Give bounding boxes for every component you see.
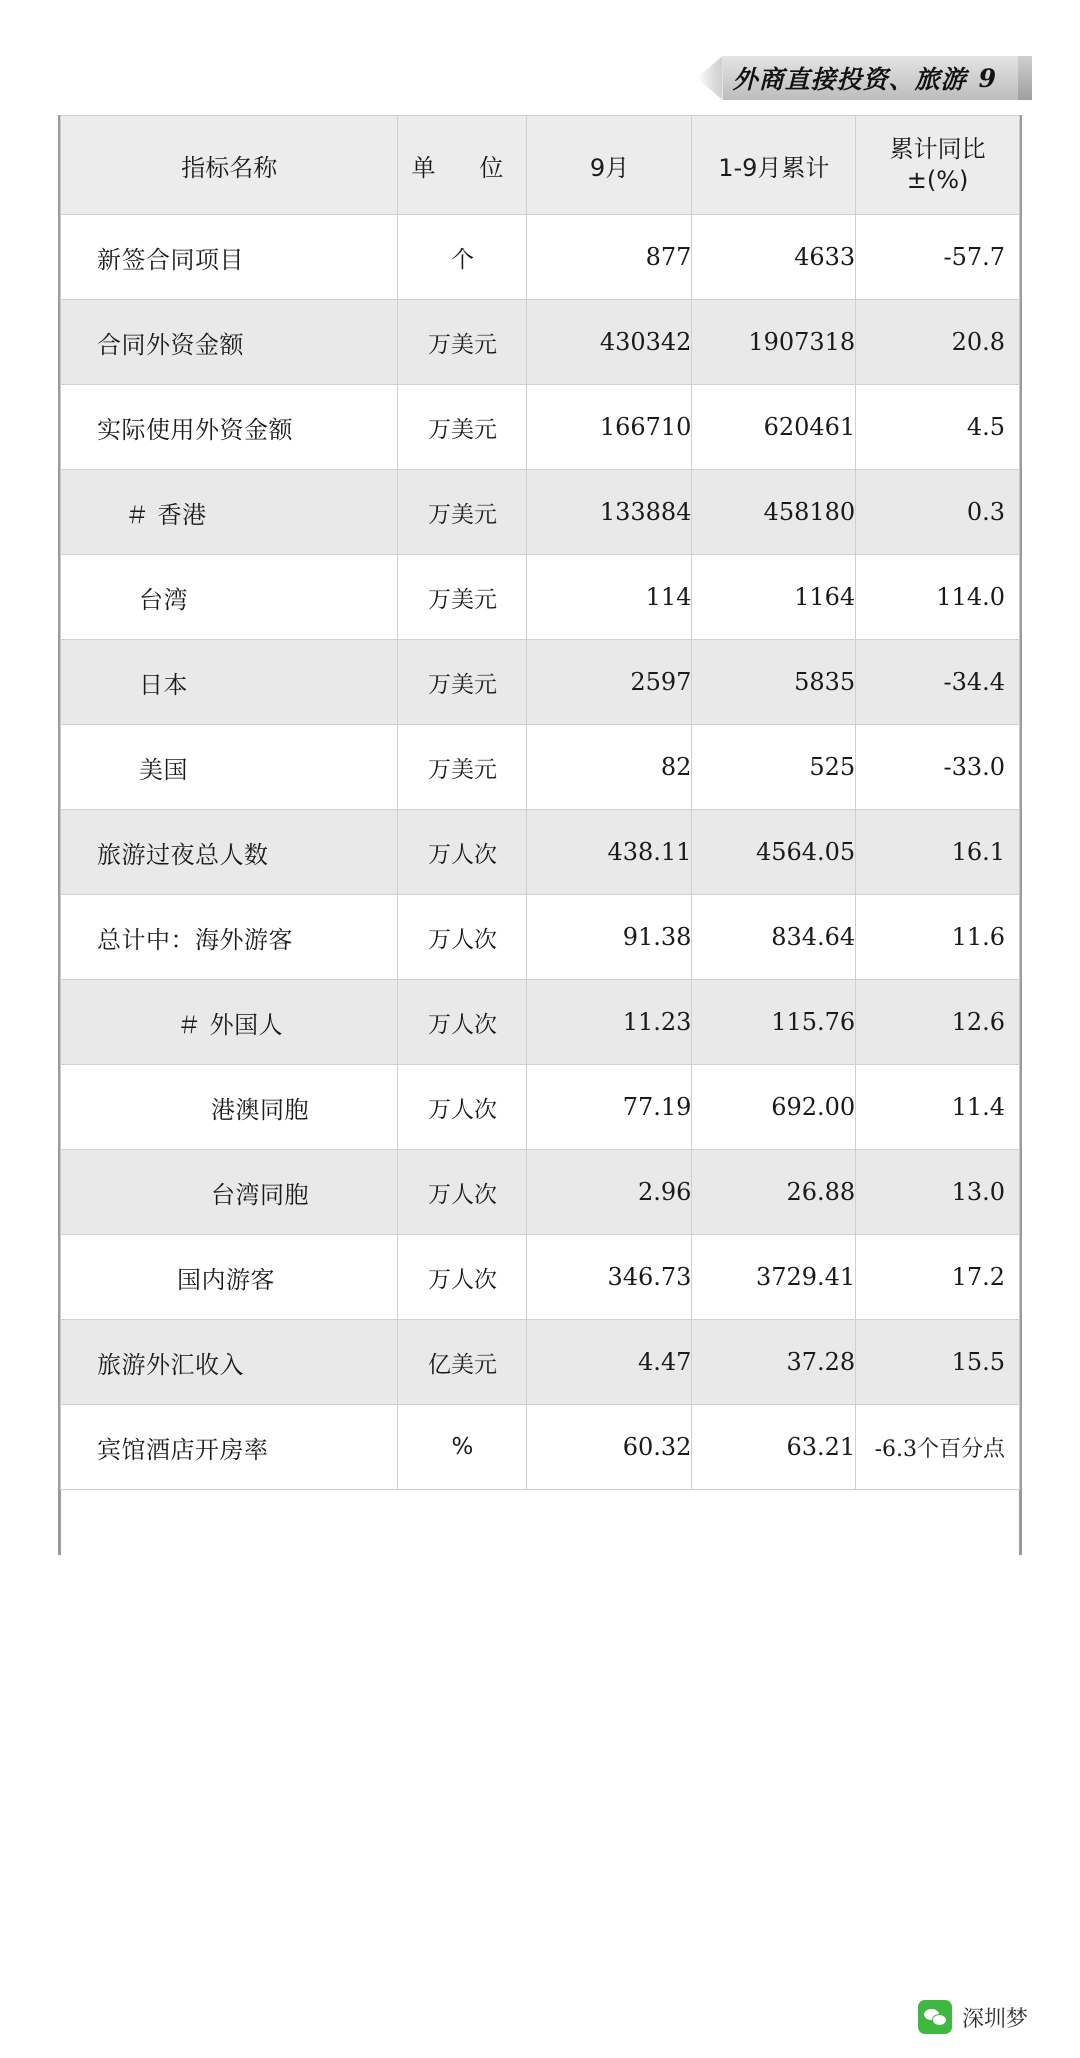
cell-yoy-value: 17.2 bbox=[856, 1235, 1020, 1320]
cell-indicator-name: 台湾同胞 bbox=[61, 1150, 398, 1235]
cell-cumulative-value: 5835 bbox=[692, 640, 856, 725]
cell-september-value: 133884 bbox=[527, 470, 692, 555]
table-row bbox=[61, 1320, 1020, 1405]
cell-unit: 万人次 bbox=[398, 1235, 527, 1320]
cell-indicator-name: 国内游客 bbox=[61, 1235, 398, 1320]
cell-yoy-value: 12.6 bbox=[856, 980, 1020, 1065]
footer-account-name: 深圳梦 bbox=[961, 2006, 1028, 2032]
table-row bbox=[61, 1235, 1020, 1320]
table-row bbox=[61, 1065, 1020, 1150]
cell-indicator-name: 新签合同项目 bbox=[61, 215, 398, 300]
cell-unit: 万人次 bbox=[398, 810, 527, 895]
cell-cumulative-value: 1164 bbox=[692, 555, 856, 640]
cell-indicator-name: 实际使用外资金额 bbox=[61, 385, 398, 470]
cell-yoy-value: -33.0 bbox=[856, 725, 1020, 810]
cell-cumulative-value: 834.64 bbox=[692, 895, 856, 980]
table-header-row bbox=[61, 116, 1020, 215]
banner-title: 外商直接投资、旅游 bbox=[732, 65, 967, 94]
cell-unit: 万美元 bbox=[398, 555, 527, 640]
cell-indicator-name: 合同外资金额 bbox=[61, 300, 398, 385]
cell-unit: 个 bbox=[398, 215, 527, 300]
cell-september-value: 114 bbox=[527, 555, 692, 640]
cell-unit: 万人次 bbox=[398, 895, 527, 980]
cell-indicator-name: ＃ 外国人 bbox=[61, 980, 398, 1065]
cell-cumulative-value: 1907318 bbox=[692, 300, 856, 385]
column-header-yoy-line2: ±(%) bbox=[906, 166, 969, 194]
cell-cumulative-value: 4564.05 bbox=[692, 810, 856, 895]
cell-indicator-name: 旅游过夜总人数 bbox=[61, 810, 398, 895]
table-row bbox=[61, 385, 1020, 470]
table-row bbox=[61, 640, 1020, 725]
cell-indicator-name: 港澳同胞 bbox=[61, 1065, 398, 1150]
cell-september-value: 77.19 bbox=[527, 1065, 692, 1150]
cell-september-value: 91.38 bbox=[527, 895, 692, 980]
column-header-september: 9月 bbox=[527, 116, 692, 215]
table-row bbox=[61, 810, 1020, 895]
cell-indicator-name: 旅游外汇收入 bbox=[61, 1320, 398, 1405]
cell-september-value: 346.73 bbox=[527, 1235, 692, 1320]
cell-september-value: 11.23 bbox=[527, 980, 692, 1065]
column-header-indicator: 指标名称 bbox=[61, 116, 398, 215]
table-row bbox=[61, 725, 1020, 810]
table-header bbox=[61, 116, 1020, 215]
cell-indicator-name: ＃ 香港 bbox=[61, 470, 398, 555]
cell-unit: 万美元 bbox=[398, 725, 527, 810]
cell-yoy-value: -57.7 bbox=[856, 215, 1020, 300]
column-header-unit: 单 位 bbox=[398, 116, 527, 215]
cell-unit: 万美元 bbox=[398, 640, 527, 725]
cell-yoy-value: 11.4 bbox=[856, 1065, 1020, 1150]
cell-cumulative-value: 525 bbox=[692, 725, 856, 810]
table-body bbox=[61, 215, 1020, 1490]
cell-indicator-name: 日本 bbox=[61, 640, 398, 725]
table-row bbox=[61, 300, 1020, 385]
cell-cumulative-value: 692.00 bbox=[692, 1065, 856, 1150]
cell-september-value: 82 bbox=[527, 725, 692, 810]
cell-yoy-value: -6.3个百分点 bbox=[856, 1405, 1020, 1490]
cell-cumulative-value: 63.21 bbox=[692, 1405, 856, 1490]
cell-yoy-value: -34.4 bbox=[856, 640, 1020, 725]
statistics-table-container bbox=[60, 115, 1020, 1490]
cell-september-value: 430342 bbox=[527, 300, 692, 385]
table-row bbox=[61, 1150, 1020, 1235]
cell-yoy-value: 0.3 bbox=[856, 470, 1020, 555]
table-row bbox=[61, 555, 1020, 640]
column-header-yoy bbox=[856, 116, 1020, 215]
cell-unit: 万美元 bbox=[398, 300, 527, 385]
page-header-banner bbox=[697, 56, 1032, 100]
cell-indicator-name: 美国 bbox=[61, 725, 398, 810]
cell-september-value: 4.47 bbox=[527, 1320, 692, 1405]
cell-unit: 万美元 bbox=[398, 385, 527, 470]
cell-unit: % bbox=[398, 1405, 527, 1490]
banner-body bbox=[723, 56, 1018, 100]
cell-september-value: 166710 bbox=[527, 385, 692, 470]
cell-cumulative-value: 26.88 bbox=[692, 1150, 856, 1235]
table-row bbox=[61, 470, 1020, 555]
table-row bbox=[61, 1405, 1020, 1490]
cell-september-value: 877 bbox=[527, 215, 692, 300]
banner-left-arrow-shape bbox=[697, 56, 723, 100]
cell-yoy-value: 20.8 bbox=[856, 300, 1020, 385]
cell-yoy-value: 15.5 bbox=[856, 1320, 1020, 1405]
cell-yoy-value: 11.6 bbox=[856, 895, 1020, 980]
cell-indicator-name: 宾馆酒店开房率 bbox=[61, 1405, 398, 1490]
statistics-table bbox=[60, 115, 1020, 1490]
table-row bbox=[61, 895, 1020, 980]
cell-unit: 万人次 bbox=[398, 1065, 527, 1150]
column-header-yoy-line1: 累计同比 bbox=[889, 135, 986, 164]
table-row bbox=[61, 980, 1020, 1065]
wechat-icon bbox=[918, 2000, 952, 2034]
column-header-cumulative: 1-9月累计 bbox=[692, 116, 856, 215]
cell-unit: 万美元 bbox=[398, 470, 527, 555]
cell-september-value: 2597 bbox=[527, 640, 692, 725]
cell-yoy-value: 4.5 bbox=[856, 385, 1020, 470]
cell-yoy-value: 16.1 bbox=[856, 810, 1020, 895]
cell-september-value: 2.96 bbox=[527, 1150, 692, 1235]
cell-cumulative-value: 620461 bbox=[692, 385, 856, 470]
cell-yoy-value: 114.0 bbox=[856, 555, 1020, 640]
cell-september-value: 60.32 bbox=[527, 1405, 692, 1490]
cell-unit: 万人次 bbox=[398, 1150, 527, 1235]
cell-cumulative-value: 4633 bbox=[692, 215, 856, 300]
cell-cumulative-value: 37.28 bbox=[692, 1320, 856, 1405]
cell-cumulative-value: 115.76 bbox=[692, 980, 856, 1065]
table-row bbox=[61, 215, 1020, 300]
cell-indicator-name: 台湾 bbox=[61, 555, 398, 640]
page-number: 9 bbox=[978, 63, 996, 93]
footer-watermark bbox=[918, 2000, 1028, 2034]
cell-september-value: 438.11 bbox=[527, 810, 692, 895]
cell-cumulative-value: 3729.41 bbox=[692, 1235, 856, 1320]
cell-indicator-name: 总计中：海外游客 bbox=[61, 895, 398, 980]
cell-yoy-value: 13.0 bbox=[856, 1150, 1020, 1235]
banner-right-edge-shape bbox=[1018, 56, 1032, 100]
cell-unit: 亿美元 bbox=[398, 1320, 527, 1405]
cell-unit: 万人次 bbox=[398, 980, 527, 1065]
cell-cumulative-value: 458180 bbox=[692, 470, 856, 555]
